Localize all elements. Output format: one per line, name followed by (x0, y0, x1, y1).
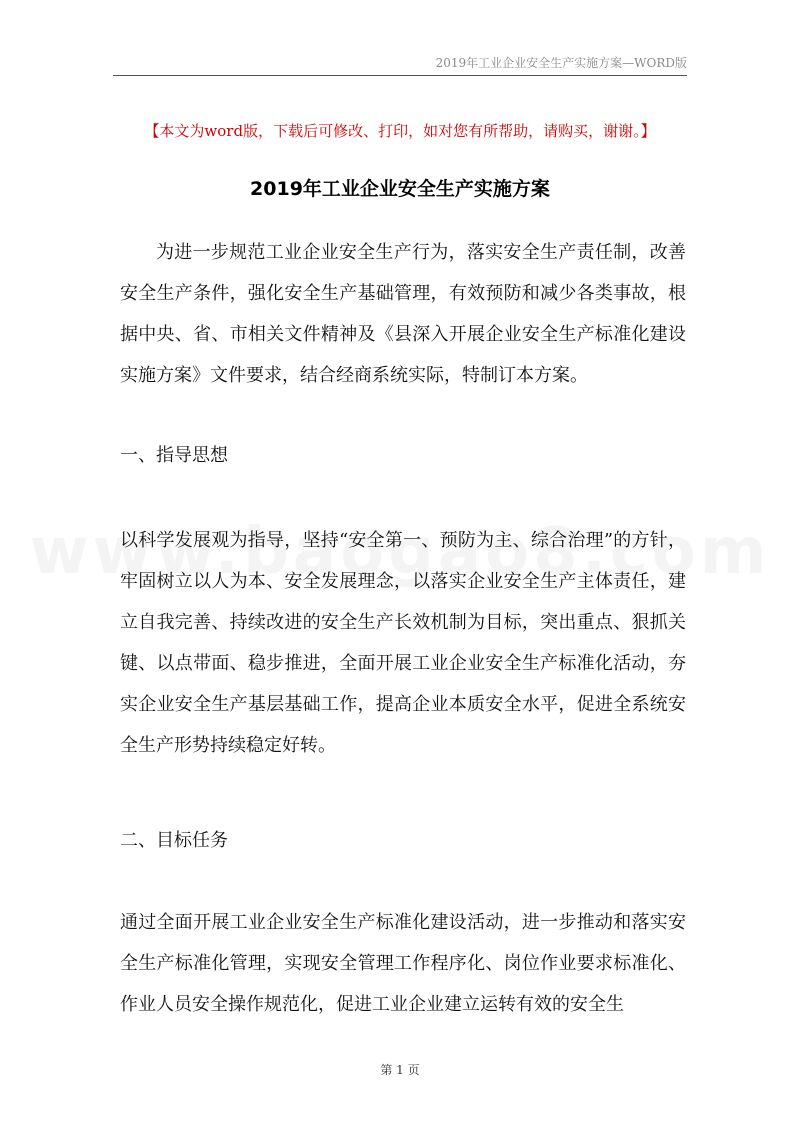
page-number: 第 1 页 (380, 1063, 420, 1077)
section-heading-goals-tasks: 二、目标任务 (120, 830, 228, 851)
purchase-notice: 【本文为word版，下载后可修改、打印，如对您有所帮助，请购买，谢谢。】 (144, 122, 656, 140)
section-heading-guiding-ideology: 一、指导思想 (120, 445, 228, 466)
intro-paragraph: 为进一步规范工业企业安全生产行为，落实安全生产责任制，改善安全生产条件，强化安全生产基础管理，有效预防和减少各类事故，根据中央、省、市相关文件精神及《县深入开展企业安全生产标准化建设实施方案》文件要求，结合经商系统实际，特制订本方案。 (120, 242, 686, 386)
document-title: 2019年工业企业安全生产实施方案 (250, 178, 550, 200)
header-divider (113, 75, 687, 76)
section-body-guiding-ideology: 以科学发展观为指导，坚持“安全第一、预防为主、综合治理”的方针，牢固树立以人为本、安全发展理念，以落实企业安全生产主体责任，建立自我完善、持续改进的安全生产长效机制为目标，突出重点、狠抓关键、以点带面、稳步推进，全面开展工业企业安全生产标准化活动，夯实企业安全生产基层基础工作，提高企业本质安全水平，促进全系统安全生产形势持续稳定好转。 (120, 530, 686, 756)
running-header: 2019年工业企业安全生产实施方案—WORD版 (435, 56, 687, 70)
section-body-goals-tasks: 通过全面开展工业企业安全生产标准化建设活动，进一步推动和落实安全生产标准化管理，实现安全管理工作程序化、岗位作业要求标准化、作业人员安全操作规范化，促进工业企业建立运转有效的安全生 (120, 912, 686, 1015)
